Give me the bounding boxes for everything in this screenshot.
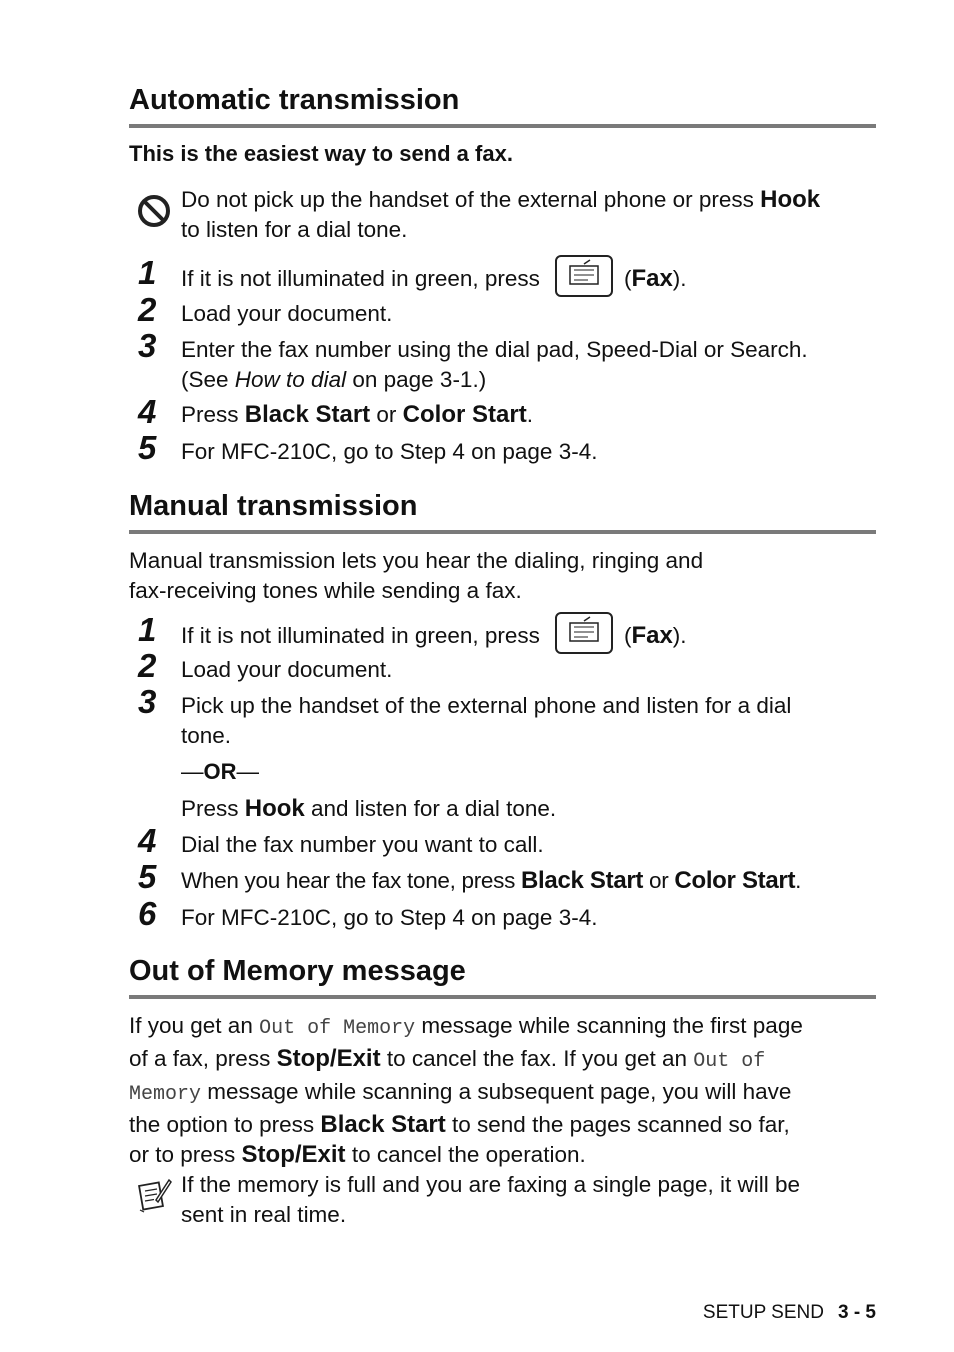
step-text: Pick up the handset of the external phone and listen for a dial tone. xyxy=(181,693,792,748)
note-text: If the memory is full and you are faxing a single page, it will be sent in real time. xyxy=(181,1172,801,1227)
page-number: 3 - 5 xyxy=(837,1302,876,1323)
step-number: 1 xyxy=(138,611,157,648)
note-pencil-icon xyxy=(136,1176,172,1216)
section-rule xyxy=(129,995,876,999)
step-text: Enter the fax number using the dial pad, Speed-Dial or Search. (See How to dial on page 3-1.) xyxy=(181,337,808,392)
step-number: 1 xyxy=(138,254,157,291)
lead-text: This is the easiest way to send a fax. xyxy=(129,141,513,166)
step-number: 3 xyxy=(138,683,157,720)
step-number: 5 xyxy=(138,858,157,895)
section-rule xyxy=(129,124,876,128)
step-text: For MFC-210C, go to Step 4 on page 3-4. xyxy=(181,905,598,930)
step-number: 4 xyxy=(138,393,157,430)
intro-text: Manual transmission lets you hear the dialing, ringing and fax-receiving tones while sending a fax. xyxy=(129,548,704,603)
section-title-out-of-memory: Out of Memory message xyxy=(129,955,466,987)
step-number: 2 xyxy=(138,647,157,684)
step-text: Press Black Start or Color Start. xyxy=(181,401,533,428)
step-text: If it is not illuminated in green, press (Fax). xyxy=(181,262,881,298)
step-text: For MFC-210C, go to Step 4 on page 3-4. xyxy=(181,439,598,464)
prohibited-icon xyxy=(137,194,171,228)
section-rule xyxy=(129,530,876,534)
step-text: Dial the fax number you want to call. xyxy=(181,832,544,857)
section-title-manual: Manual transmission xyxy=(129,490,418,522)
step-number: 2 xyxy=(138,291,157,328)
step-alt-text: Press Hook and listen for a dial tone. xyxy=(181,795,557,822)
step-number: 5 xyxy=(138,429,157,466)
step-number: 3 xyxy=(138,327,157,364)
caution-text: Do not pick up the handset of the external phone or press Hook to listen for a dial tone. xyxy=(181,186,821,242)
step-text: Load your document. xyxy=(181,301,393,326)
step-text: If it is not illuminated in green, press (Fax). xyxy=(181,619,881,655)
footer-label: SETUP SEND xyxy=(702,1302,824,1323)
or-separator: —OR— xyxy=(181,759,259,784)
out-of-memory-paragraph: If you get an Out of Memory message while scanning the first page of a fax, press Stop/Exit to cancel the fax. If you get an Out of Memory message while scanning a subsequent page, you will have the option to press Black Start to send the pages scanned so far, or to press Stop/Exit to cancel the operation. xyxy=(129,1013,803,1168)
page-footer xyxy=(703,1302,876,1324)
step-text: Load your document. xyxy=(181,657,393,682)
step-number: 4 xyxy=(138,822,157,859)
step-number: 6 xyxy=(138,895,157,932)
step-text: When you hear the fax tone, press Black Start or Color Start. xyxy=(181,867,802,894)
fax-button-icon xyxy=(554,254,614,298)
fax-button-icon xyxy=(554,611,614,655)
section-title-automatic: Automatic transmission xyxy=(129,84,460,116)
